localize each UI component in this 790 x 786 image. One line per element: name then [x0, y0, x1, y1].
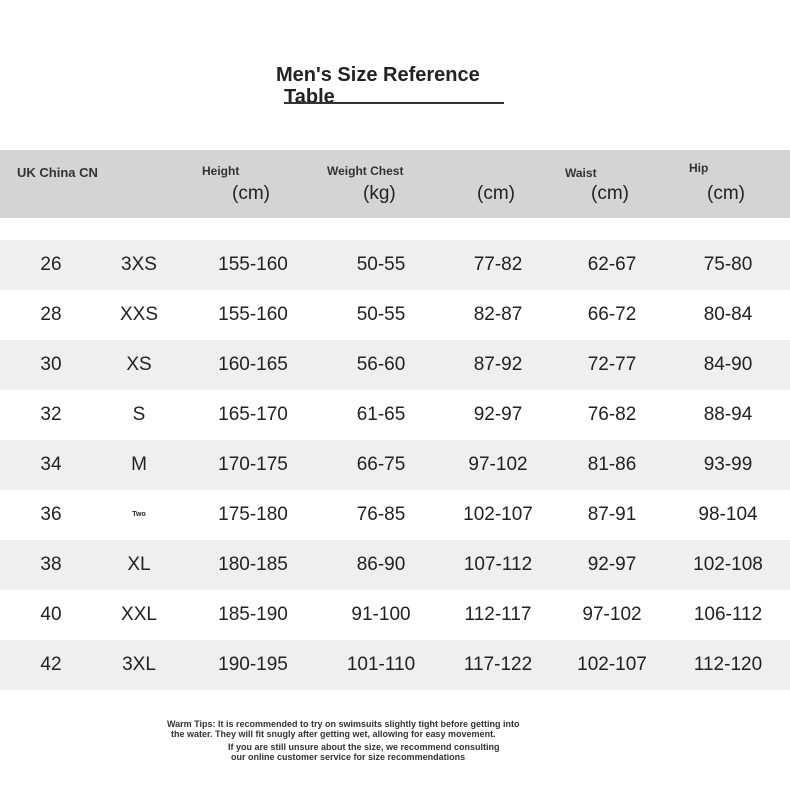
cell-chest: 117-122	[463, 654, 533, 675]
cell-height: 160-165	[218, 354, 288, 375]
cell-hip: 112-120	[693, 654, 763, 675]
cell-chest: 87-92	[473, 354, 523, 375]
warm-tips-line-2: the water. They will fit snugly after getting wet, allowing for easy movement.	[171, 729, 496, 739]
cell-cn: 3XL	[122, 654, 156, 675]
cell-waist: 97-102	[582, 604, 642, 625]
cell-waist: 76-82	[587, 404, 637, 425]
cell-height: 175-180	[218, 504, 288, 525]
cell-chest: 77-82	[473, 254, 523, 275]
table-row	[0, 590, 790, 640]
cell-chest: 82-87	[473, 304, 523, 325]
cell-uk: 40	[40, 604, 62, 625]
cell-weight: 50-55	[356, 304, 406, 325]
cell-waist: 72-77	[587, 354, 637, 375]
unit-height: (cm)	[232, 183, 270, 204]
cell-weight: 76-85	[356, 504, 406, 525]
cell-weight: 50-55	[356, 254, 406, 275]
cell-cn: XL	[127, 554, 151, 575]
cell-cn: Two	[132, 511, 146, 518]
cell-cn: 3XS	[121, 254, 157, 275]
cell-height: 155-160	[218, 254, 288, 275]
cell-uk: 34	[40, 454, 62, 475]
cell-hip: 88-94	[703, 404, 753, 425]
cell-height: 155-160	[218, 304, 288, 325]
cell-uk: 32	[40, 404, 62, 425]
cell-waist: 92-97	[587, 554, 637, 575]
cell-uk: 38	[40, 554, 62, 575]
table-row	[0, 490, 790, 540]
cell-hip: 93-99	[703, 454, 753, 475]
cell-height: 190-195	[218, 654, 288, 675]
cell-waist: 62-67	[587, 254, 637, 275]
cell-height: 180-185	[218, 554, 288, 575]
title-line-1: Men's Size Reference	[276, 64, 480, 86]
header-weight-chest: Weight Chest	[327, 164, 404, 178]
cell-waist: 87-91	[587, 504, 637, 525]
table-row	[0, 240, 790, 290]
table-row	[0, 290, 790, 340]
cell-cn: XXS	[119, 304, 159, 325]
title-line-2: Table	[284, 86, 335, 108]
cell-waist: 66-72	[587, 304, 637, 325]
unit-chest: (cm)	[477, 183, 515, 204]
cell-hip: 98-104	[698, 504, 758, 525]
table-row	[0, 340, 790, 390]
cell-uk: 42	[40, 654, 62, 675]
table-row	[0, 540, 790, 590]
cell-weight: 61-65	[356, 404, 406, 425]
cell-height: 165-170	[218, 404, 288, 425]
unit-waist: (cm)	[591, 183, 629, 204]
cell-waist: 102-107	[577, 654, 647, 675]
table-row	[0, 440, 790, 490]
cell-cn: XXL	[121, 604, 157, 625]
cell-cn: XS	[126, 354, 152, 375]
unit-hip: (cm)	[707, 183, 745, 204]
cell-chest: 97-102	[468, 454, 528, 475]
warm-tips-line-3: If you are still unsure about the size, we recommend consulting	[228, 742, 500, 752]
cell-cn: M	[131, 454, 147, 475]
cell-weight: 86-90	[356, 554, 406, 575]
warm-tips-line-4: our online customer service for size recommendations	[231, 752, 466, 762]
cell-height: 185-190	[218, 604, 288, 625]
cell-weight: 56-60	[356, 354, 406, 375]
cell-chest: 102-107	[463, 504, 533, 525]
header-hip: Hip	[689, 161, 709, 175]
header-waist: Waist	[565, 166, 597, 180]
cell-uk: 28	[40, 304, 62, 325]
cell-uk: 30	[40, 354, 62, 375]
cell-hip: 80-84	[703, 304, 753, 325]
cell-waist: 81-86	[587, 454, 637, 475]
unit-weight: (kg)	[363, 183, 396, 204]
cell-cn: S	[132, 404, 146, 425]
table-row	[0, 390, 790, 440]
cell-chest: 112-117	[464, 604, 532, 625]
header-height: Height	[202, 164, 240, 178]
cell-hip: 75-80	[703, 254, 753, 275]
header-uk-china-cn: UK China CN	[17, 165, 98, 180]
table-row	[0, 640, 790, 690]
cell-hip: 102-108	[693, 554, 763, 575]
cell-uk: 36	[40, 504, 62, 525]
cell-chest: 92-97	[473, 404, 523, 425]
cell-hip: 84-90	[703, 354, 753, 375]
cell-weight: 66-75	[356, 454, 406, 475]
title-underline	[284, 102, 504, 104]
cell-weight: 91-100	[351, 604, 411, 625]
cell-weight: 101-110	[346, 654, 416, 675]
cell-chest: 107-112	[463, 554, 533, 575]
cell-uk: 26	[40, 254, 62, 275]
cell-hip: 106-112	[693, 604, 763, 625]
cell-height: 170-175	[218, 454, 288, 475]
warm-tips-line-1: Warm Tips: It is recommended to try on swimsuits slightly tight before getting into	[167, 719, 520, 729]
